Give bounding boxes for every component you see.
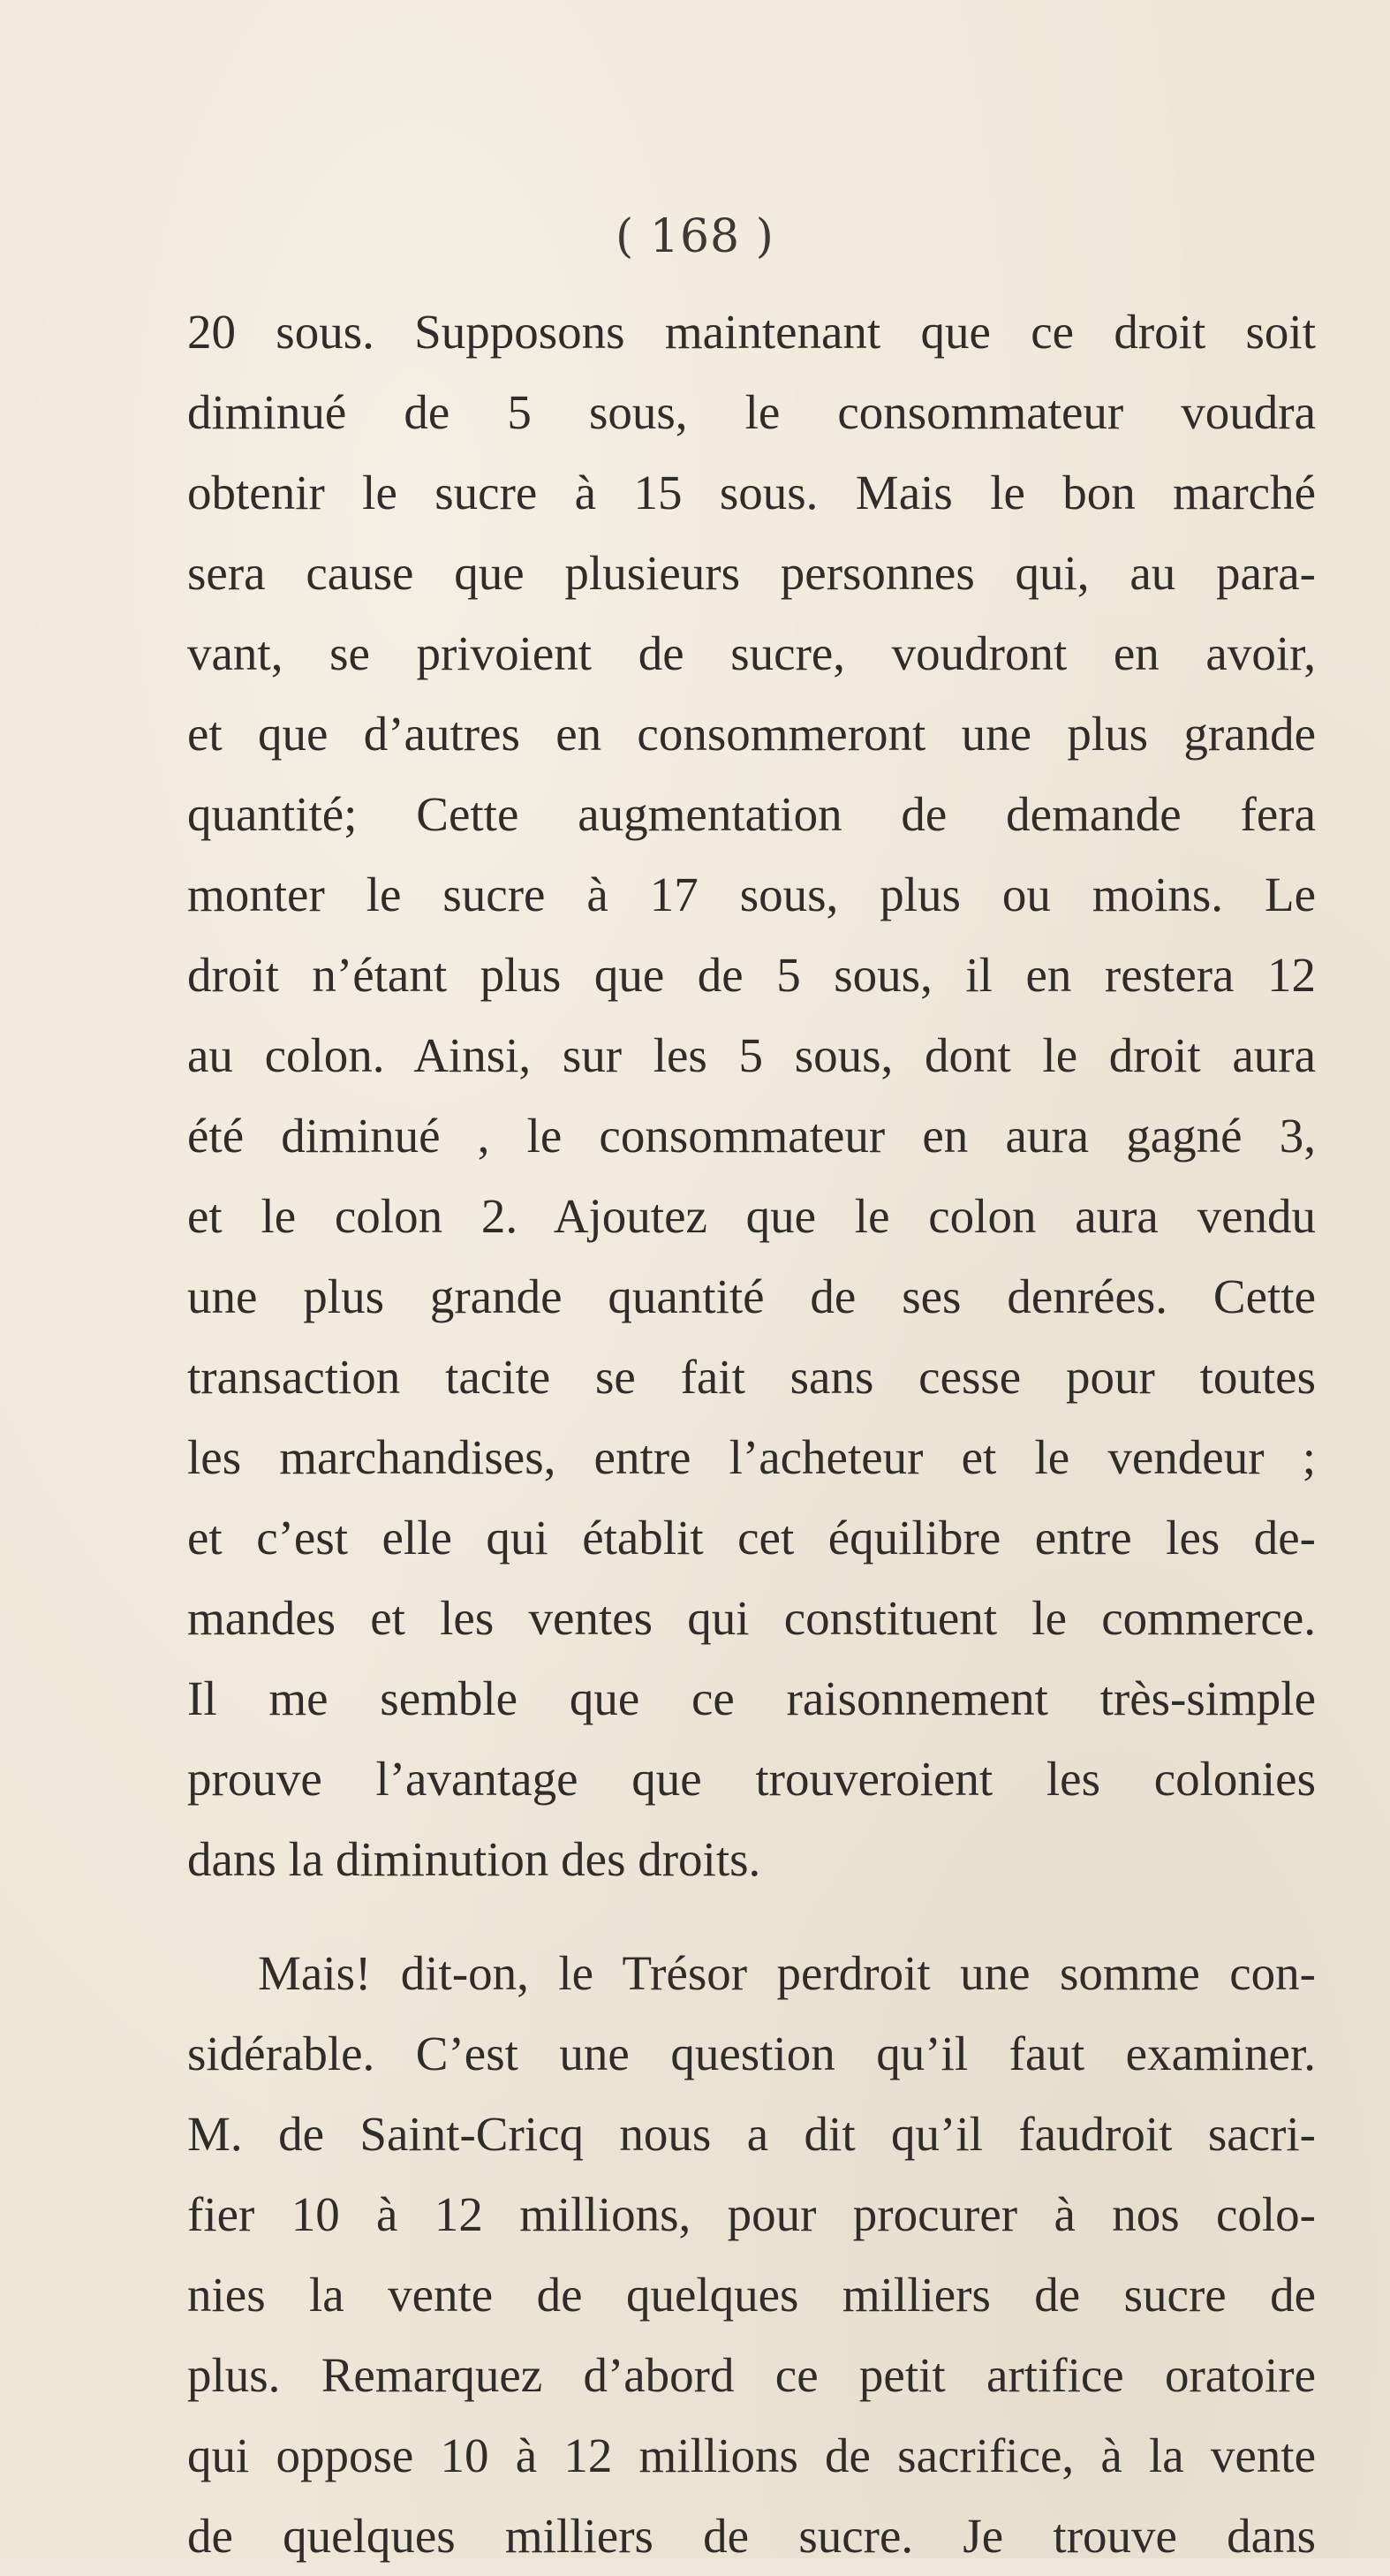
text-line: une plus grande quantité de ses denrées. Cette <box>187 1269 1316 1323</box>
text-line: et le colon 2. Ajoutez que le colon aura vendu <box>187 1189 1316 1243</box>
paragraph-gap <box>187 1899 1316 1933</box>
text-line: prouve l’avantage que trouveroient les colonies <box>187 1752 1316 1806</box>
text-line: dans la diminution des droits. <box>187 1832 761 1886</box>
text-line: sidérable. C’est une question qu’il faut examiner. <box>187 2027 1316 2080</box>
text-line: et c’est elle qui établit cet équilibre entre les de- <box>187 1511 1316 1565</box>
paragraph-2 <box>187 1933 1316 2576</box>
text-line: M. de Saint-Cricq nous a dit qu’il faudroit sacri- <box>187 2107 1316 2161</box>
text-line: de quelques milliers de sucre. Je trouve dans <box>187 2509 1316 2563</box>
text-line: mandes et les ventes qui constituent le commerce. <box>187 1591 1316 1645</box>
text-line: diminué de 5 sous, le consommateur voudra <box>187 385 1316 439</box>
text-line: fier 10 à 12 millions, pour procurer à nos colo- <box>187 2187 1316 2241</box>
text-line: qui oppose 10 à 12 millions de sacrifice, à la vente <box>187 2428 1316 2482</box>
text-line: les marchandises, entre l’acheteur et le vendeur ; <box>187 1430 1316 1484</box>
text-line: sera cause que plusieurs personnes qui, au para- <box>187 546 1316 600</box>
body-text <box>187 292 1316 2576</box>
text-line: 20 sous. Supposons maintenant que ce droit soit <box>187 305 1316 359</box>
text-line: transaction tacite se fait sans cesse pour toutes <box>187 1350 1316 1404</box>
text-line: et que d’autres en consommeront une plus grande <box>187 707 1316 761</box>
text-line: plus. Remarquez d’abord ce petit artifice oratoire <box>187 2348 1316 2402</box>
text-line: Mais! dit-on, le Trésor perdroit une somme con- <box>258 1946 1316 2000</box>
text-line: quantité; Cette augmentation de demande fera <box>187 787 1316 841</box>
text-line: droit n’étant plus que de 5 sous, il en restera 12 <box>187 948 1316 1002</box>
text-line: été diminué , le consommateur en aura gagné 3, <box>187 1109 1316 1163</box>
paragraph-1 <box>187 292 1316 1899</box>
text-line: monter le sucre à 17 sous, plus ou moins. Le <box>187 868 1316 921</box>
text-line: vant, se privoient de sucre, voudront en avoir, <box>187 626 1316 680</box>
text-line: Il me semble que ce raisonnement très-simple <box>187 1671 1316 1725</box>
text-line: au colon. Ainsi, sur les 5 sous, dont le droit aura <box>187 1028 1316 1082</box>
page-number: ( 168 ) <box>616 210 774 263</box>
text-line: obtenir le sucre à 15 sous. Mais le bon marché <box>187 466 1316 519</box>
text-line: nies la vente de quelques milliers de sucre de <box>187 2268 1316 2322</box>
